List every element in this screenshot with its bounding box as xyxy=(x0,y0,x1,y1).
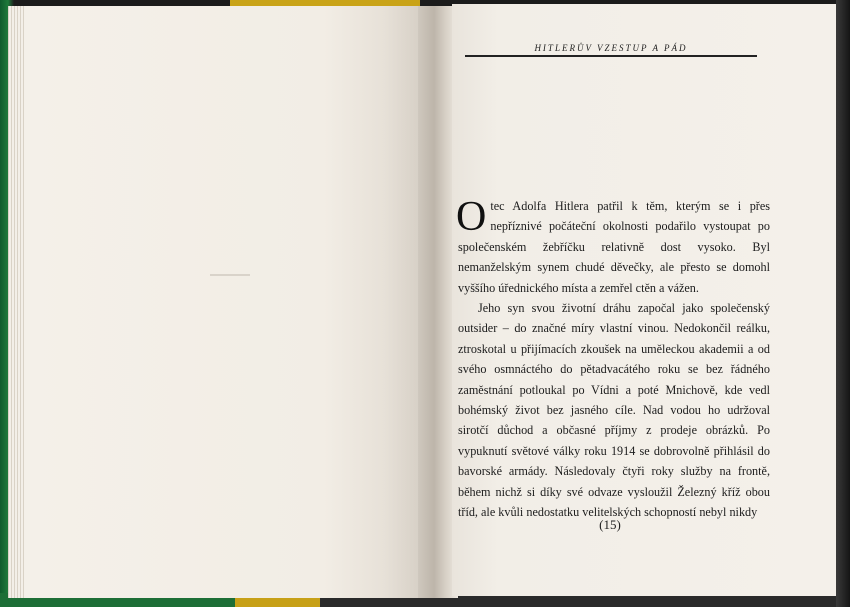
header-rule xyxy=(465,55,757,57)
right-cover-edge xyxy=(836,0,850,607)
page-mark xyxy=(210,274,250,276)
body-text xyxy=(458,196,770,523)
running-head: HITLERŮV VZESTUP A PÁD xyxy=(534,43,688,53)
page-number: (15) xyxy=(599,517,621,532)
paragraph-1-text: tec Adolfa Hitlera patřil k těm, kterým se i přes nepříznivé počáteční okolnosti podařilo vystoupat po společenském žebříčku relativně dost vysoko. Byl nemanželským synem chudé děvečky, ale přesto se domohl vyššího úřednického místa a zemřel ctěn a vážen. xyxy=(458,199,770,295)
left-page-blank xyxy=(24,6,424,598)
paragraph-1 xyxy=(458,196,770,298)
paragraph-2: Jeho syn svou životní dráhu započal jako společenský outsider – do značné míry vlastní vinou. Nedokončil reálku, ztroskotal u přijímacích zkoušek na uměleckou akademii a od svého osmnáctého do pětadvacátého roku se bez řádného zaměstnání potloukal po Vídni a poté Mnichově, kde vedl bohémský život bez jasného cíle. Nad vodou ho udržoval sirotčí důchod a občasné příjmy z prodeje obrázků. Po vypuknutí světové války roku 1914 se dobrovolně přihlásil do bavorské armády. Následovaly čtyři roky služby na frontě, během nichž si díky své odvaze vysloužil Železný kříž obou tříd, ale kvůli nedostatku velitelských schopností nebyl nikdy xyxy=(458,301,770,520)
drop-cap: O xyxy=(456,194,487,240)
